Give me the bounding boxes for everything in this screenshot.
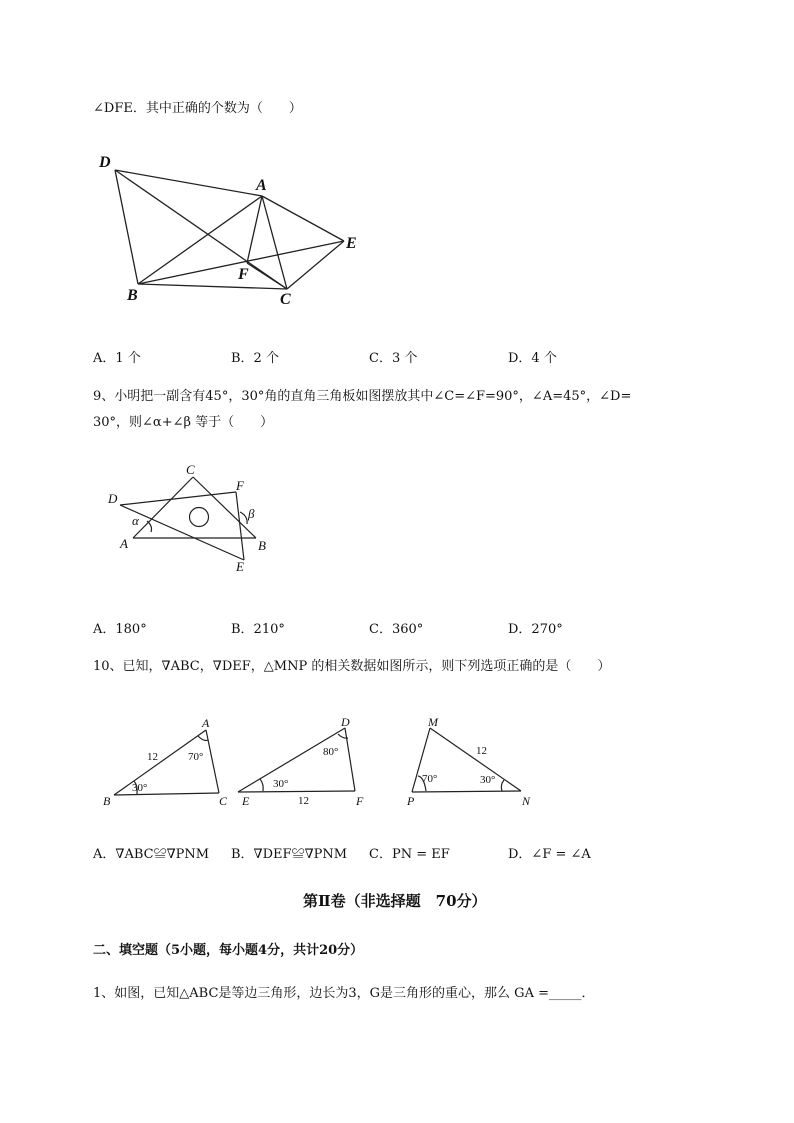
q10-tri2-angle-left: 30° [273, 778, 289, 790]
q8-label-e: E [346, 235, 357, 252]
q10-tri1-angle-left: 30° [132, 782, 148, 794]
part2-section-heading: 二、填空题（5小题，每小题4分，共计20分） [93, 943, 364, 958]
q9-option-d: D．270° [508, 622, 563, 637]
part2-title: 第Ⅱ卷（非选择题 70分） [303, 892, 487, 910]
q10-tri3-angle-right: 30° [480, 774, 496, 786]
q9-label-c: C [186, 462, 195, 477]
q9-option-b: B．210° [231, 622, 285, 637]
q9-label-beta: β [248, 506, 255, 521]
q10-label-d: D [341, 715, 350, 729]
q10-tri1-side: 12 [147, 751, 158, 763]
q8-option-c: C．3 个 [369, 351, 418, 366]
q8-stem-tail: ∠DFE．其中正确的个数为（ ） [93, 101, 302, 116]
q10-tri2-side: 12 [298, 795, 309, 807]
q8-option-d: D．4 个 [508, 351, 557, 366]
q8-label-c: C [280, 291, 291, 308]
q9-option-a: A．180° [93, 622, 147, 637]
q8-option-a: A．1 个 [93, 351, 141, 366]
q9-label-b: B [258, 538, 266, 553]
q8-label-d: D [99, 154, 111, 171]
q9-stem-line2: 30°，则∠α+∠β 等于（ ） [93, 415, 274, 430]
q10-label-c: C [219, 794, 228, 808]
q9-option-c: C．360° [369, 622, 424, 637]
q10-label-n: N [522, 794, 531, 808]
q10-tri1-angle-top: 70° [188, 751, 204, 763]
q10-option-c: C．PN = EF [369, 847, 450, 862]
q9-label-a: A [120, 536, 128, 551]
q10-label-f: F [356, 794, 364, 808]
q10-option-a: A．∇ABC≌∇PNM [93, 847, 210, 862]
q10-label-b: B [103, 794, 111, 808]
q9-label-alpha: α [132, 513, 139, 528]
q10-option-d: D．∠F = ∠A [508, 847, 591, 862]
q10-tri3-angle-left: 70° [422, 773, 438, 785]
q10-label-m: M [428, 715, 438, 729]
q8-label-a: A [256, 177, 267, 194]
q10-label-a: A [202, 716, 210, 730]
q8-label-b: B [127, 287, 138, 304]
q8-option-b: B．2 个 [231, 351, 279, 366]
q10-stem: 10、已知，∇ABC，∇DEF，△MNP 的相关数据如图所示，则下列选项正确的是（ ） [93, 659, 611, 674]
q10-label-e: E [242, 794, 250, 808]
q9-stem-line1: 9、小明把一副含有45°，30°角的直角三角板如图摆放其中∠C=∠F=90°，∠A=45°，∠D= [93, 389, 632, 404]
q10-tri3-side: 12 [476, 745, 487, 757]
q9-label-e: E [236, 559, 244, 574]
q9-label-f: F [236, 478, 244, 493]
q9-label-d: D [108, 491, 118, 506]
q10-tri2-angle-top: 80° [323, 746, 339, 758]
q10-option-b: B．∇DEF≌∇PNM [231, 847, 348, 862]
q8-label-f: F [238, 266, 249, 283]
part2-question-1: 1、如图，已知△ABC是等边三角形，边长为3，G是三角形的重心，那么 GA =_____． [93, 986, 595, 1001]
q10-label-p: P [407, 794, 415, 808]
